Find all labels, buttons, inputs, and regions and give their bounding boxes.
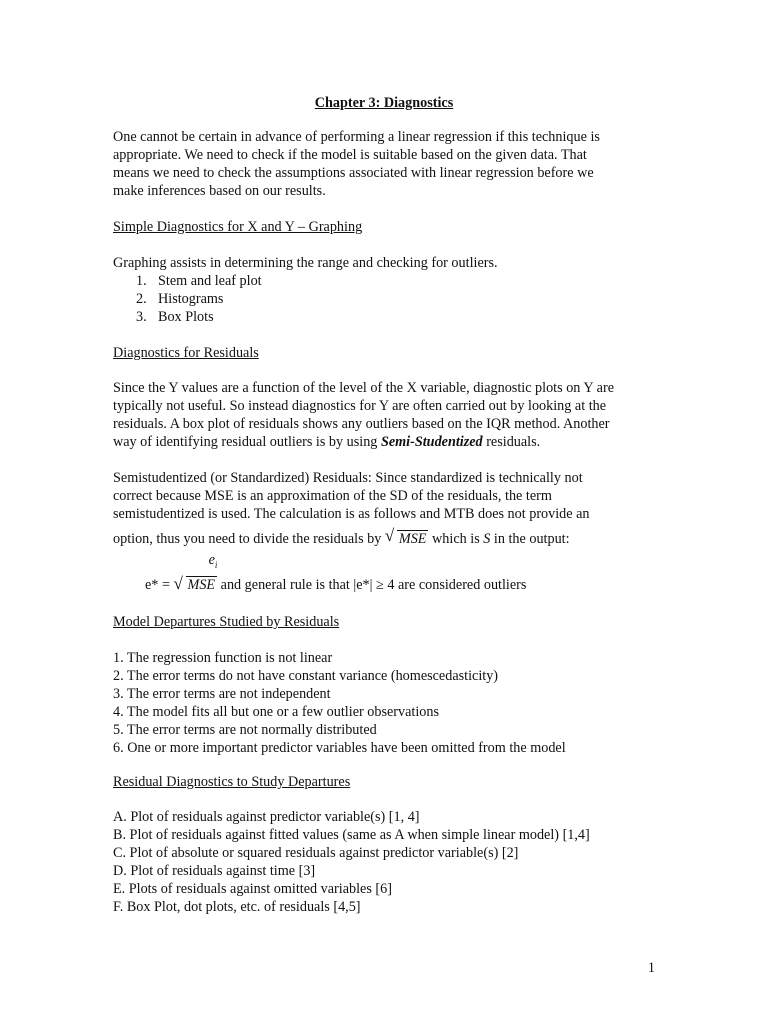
list-item: 1. The regression function is not linear bbox=[113, 650, 333, 666]
page-title: Chapter 3: Diagnostics bbox=[314, 95, 454, 111]
intro-line: One cannot be certain in advance of performing a linear regression if this technique is bbox=[113, 129, 600, 145]
list-text: Box Plots bbox=[158, 309, 214, 325]
graphing-intro: Graphing assists in determining the range and checking for outliers. bbox=[113, 255, 498, 271]
list-number: 3. bbox=[136, 309, 147, 325]
graphing-list bbox=[113, 272, 262, 326]
list-item bbox=[113, 308, 262, 326]
residuals-paragraph bbox=[113, 379, 643, 451]
numerator-text bbox=[190, 552, 236, 573]
list-item: F. Box Plot, dot plots, etc. of residuals [4,5] bbox=[113, 899, 361, 915]
list-text: Stem and leaf plot bbox=[158, 273, 262, 289]
list-item: A. Plot of residuals against predictor variable(s) [1, 4] bbox=[113, 809, 420, 825]
paragraph-line bbox=[113, 526, 643, 548]
sqrt-mse bbox=[384, 526, 429, 548]
list-item: E. Plots of residuals against omitted variables [6] bbox=[113, 881, 392, 897]
equation-lhs: e* = bbox=[145, 577, 174, 593]
intro-line: means we need to check the assumptions associated with linear regression before we bbox=[113, 165, 594, 181]
list-item: 3. The error terms are not independent bbox=[113, 686, 331, 702]
intro-line: make inferences based on our results. bbox=[113, 183, 326, 199]
numerator-subscript: i bbox=[214, 559, 218, 570]
list-number: 1. bbox=[136, 273, 147, 289]
section-heading-text: Model Departures Studied by Residuals bbox=[113, 614, 340, 630]
page-number: 1 bbox=[647, 960, 655, 976]
list-item: D. Plot of residuals against time [3] bbox=[113, 863, 316, 879]
text-span: way of identifying residual outliers is by using bbox=[113, 434, 381, 450]
equation-line bbox=[145, 574, 527, 594]
list-item: 6. One or more important predictor variables have been omitted from the model bbox=[113, 740, 566, 756]
paragraph-line: residuals. A box plot of residuals shows any outliers based on the IQR method. Another bbox=[113, 416, 610, 432]
division-instruction bbox=[113, 526, 643, 548]
list-number: 2. bbox=[136, 291, 147, 307]
emphasis-text: Semi-Studentized bbox=[380, 434, 483, 450]
radical-icon: √ bbox=[173, 574, 183, 593]
paragraph-line: Since the Y values are a function of the level of the X variable, diagnostic plots on Y are bbox=[113, 380, 614, 396]
fraction-numerator bbox=[190, 552, 236, 573]
mse-text: MSE bbox=[398, 531, 427, 547]
semistudentized-paragraph bbox=[113, 469, 643, 523]
paragraph-line: Semistudentized (or Standardized) Residuals: Since standardized is technically not bbox=[113, 470, 583, 486]
section-heading-text: Diagnostics for Residuals bbox=[113, 345, 259, 361]
text-span: residuals. bbox=[482, 434, 541, 450]
text-span: in the output: bbox=[490, 531, 570, 547]
list-item: B. Plot of residuals against fitted values (same as A when simple linear model) [1,4] bbox=[113, 827, 590, 843]
list-item: 2. The error terms do not have constant variance (homescedasticity) bbox=[113, 668, 499, 684]
section-heading-residuals bbox=[113, 344, 643, 362]
section-heading-residual-diagnostics bbox=[113, 773, 643, 791]
paragraph-line: correct because MSE is an approximation of the SD of the residuals, the term bbox=[113, 488, 552, 504]
s-symbol: S bbox=[483, 531, 491, 547]
list-item: C. Plot of absolute or squared residuals against predictor variable(s) [2] bbox=[113, 845, 519, 861]
list-item: 4. The model fits all but one or a few outlier observations bbox=[113, 704, 439, 720]
departures-list bbox=[113, 649, 566, 757]
section-heading-text: Residual Diagnostics to Study Departures bbox=[113, 774, 351, 790]
list-item bbox=[113, 290, 262, 308]
residual-diagnostics-list bbox=[113, 808, 590, 916]
paragraph-line: semistudentized is used. The calculation is as follows and MTB does not provide an bbox=[113, 506, 590, 522]
text-span: option, thus you need to divide the residuals by bbox=[113, 531, 385, 547]
section-heading-text: Simple Diagnostics for X and Y – Graphing bbox=[113, 219, 363, 235]
paragraph-line: typically not useful. So instead diagnostics for Y are often carried out by looking at the bbox=[113, 398, 607, 414]
list-text: Histograms bbox=[158, 291, 224, 307]
text-span: which is bbox=[428, 531, 484, 547]
radical-icon: √ bbox=[384, 526, 395, 545]
section-heading-graphing bbox=[113, 218, 643, 236]
numerator-e: e bbox=[208, 552, 215, 568]
equation-rule: and general rule is that |e*| ≥ 4 are considered outliers bbox=[217, 577, 527, 593]
list-item bbox=[113, 272, 262, 290]
intro-paragraph bbox=[113, 128, 643, 200]
intro-line: appropriate. We need to check if the model is suitable based on the given data. That bbox=[113, 147, 587, 163]
section-heading-departures bbox=[113, 613, 643, 631]
sqrt-mse-denominator bbox=[173, 574, 218, 594]
mse-text: MSE bbox=[187, 577, 216, 593]
paragraph-line bbox=[113, 433, 643, 451]
list-item: 5. The error terms are not normally distributed bbox=[113, 722, 377, 738]
